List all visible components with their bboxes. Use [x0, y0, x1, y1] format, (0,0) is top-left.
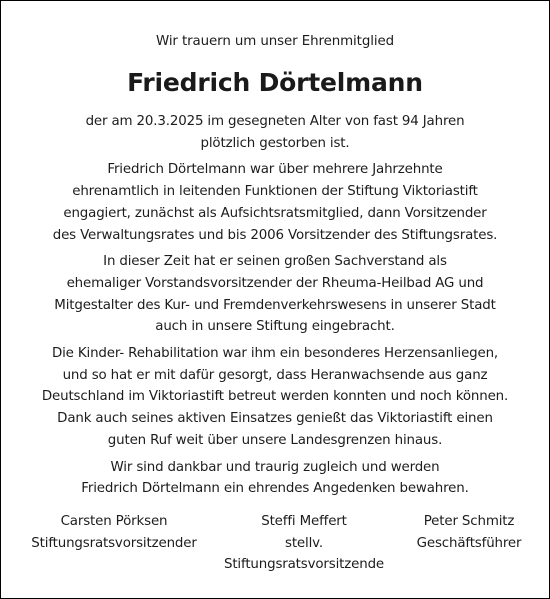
deceased-name: Friedrich Dörtelmann [127, 68, 423, 97]
text-line: engagiert, zunächst als Aufsichtsratsmitglied, dann Vorsitzender [63, 205, 487, 221]
text-line: Mitgestalter des Kur- und Fremdenverkehrswesens in unserer Stadt [54, 297, 496, 313]
paragraph-gratitude [1, 457, 549, 500]
text-line: Friedrich Dörtelmann ein ehrendes Angedenken bewahren. [81, 481, 469, 497]
text-line: auch in unsere Stiftung eingebracht. [155, 319, 395, 335]
obituary-notice [0, 33, 550, 500]
signatory-title: stellv. [285, 535, 323, 551]
paragraph-death-info [1, 111, 549, 154]
text-line: der am 20.3.2025 im gesegneten Alter von fast 94 Jahren [85, 114, 465, 129]
paragraph-expertise [1, 251, 549, 338]
text-line: ehrenamtlich in leitenden Funktionen der Stiftung Viktoriastift [72, 184, 478, 200]
text-line: Die Kinder- Rehabilitation war ihm ein besonderes Herzensanliegen, [51, 346, 499, 362]
paragraph-honorary-roles [1, 159, 549, 246]
text-line: Friedrich Dörtelmann war über mehrere Jahrzehnte [107, 162, 443, 178]
signatory-name: Peter Schmitz [423, 514, 515, 529]
signatory-vice-chair [216, 511, 392, 576]
signatory-name: Steffi Meffert [261, 514, 347, 529]
text-line: Deutschland im Viktoriastift betreut werden konnten und noch können. [41, 389, 509, 405]
signatory-title: Stiftungsratsvorsitzender [31, 535, 197, 551]
paragraph-rehabilitation [1, 343, 549, 452]
signatory-title: Stiftungsratsvorsitzende [223, 557, 385, 573]
text-line: ehemaliger Vorstandsvorsitzender der Rheuma-Heilbad AG und [66, 275, 484, 291]
text-line: plötzlich gestorben ist. [200, 135, 350, 151]
text-line: guten Ruf weit über unsere Landesgrenzen hinaus. [107, 432, 443, 448]
text-line: Dank auch seines aktiven Einsatzes genießt das Viktoriastift einen [57, 411, 493, 427]
signatory-name: Carsten Pörksen [60, 514, 168, 529]
signatory-title: Geschäftsführer [416, 535, 522, 551]
text-line: des Verwaltungsrates und bis 2006 Vorsitzender des Stiftungsrates. [52, 227, 498, 243]
signatory-managing-director [404, 511, 534, 554]
text-line: In dieser Zeit hat er seinen großen Sachverstand als [103, 254, 447, 270]
signatory-chair [26, 511, 202, 554]
text-line: Wir sind dankbar und traurig zugleich und werden [110, 459, 440, 475]
intro-line: Wir trauern um unser Ehrenmitglied [155, 34, 395, 49]
text-line: und so hat er mit dafür gesorgt, dass Heranwachsende aus ganz [62, 367, 488, 383]
